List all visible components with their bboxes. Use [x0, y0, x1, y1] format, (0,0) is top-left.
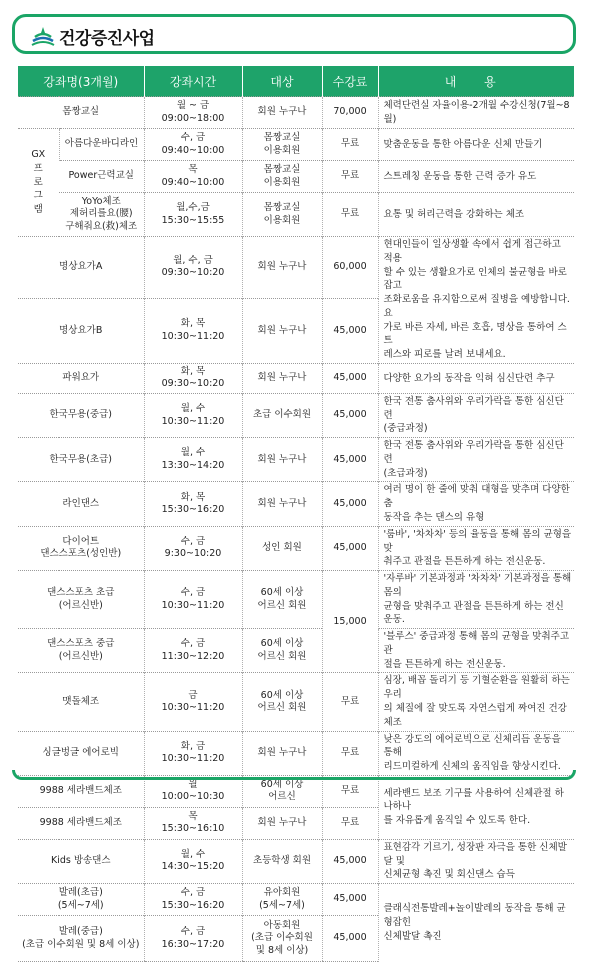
course-time: 수, 금 15:30~16:20	[144, 884, 242, 916]
course-name: 싱글벙글 에어로빅	[18, 731, 144, 775]
course-desc: 체력단련실 자율이용-2개월 수강신청(7월~8월)	[378, 97, 574, 129]
course-target: 회원 누구나	[242, 731, 322, 775]
course-target: 60세 이상 어르신 회원	[242, 629, 322, 673]
course-fee: 60,000	[322, 237, 378, 299]
course-time: 수, 금 11:30~12:20	[144, 629, 242, 673]
course-desc: '자루바' 기본과정과 '차차차' 기본과정을 통해 몸의 균형을 맞춰주고 관절을 튼튼하게 하는 전신운동.	[378, 571, 574, 629]
course-name: 9988 세라밴드체조	[18, 775, 144, 807]
table-row	[18, 438, 574, 482]
course-target: 회원 누구나	[242, 363, 322, 393]
table-row	[18, 363, 574, 393]
course-target: 초급 이수회원	[242, 393, 322, 437]
course-fee: 45,000	[322, 916, 378, 962]
course-name: 명상요가A	[18, 237, 144, 299]
course-target: 60세 이상 어르신 회원	[242, 673, 322, 731]
course-fee: 무료	[322, 161, 378, 193]
course-target: 회원 누구나	[242, 97, 322, 129]
course-target: 몸짱교실 이용회원	[242, 129, 322, 161]
course-desc: 낮은 강도의 에어로빅으로 신체리듬 운동을 통해 리드미컬하게 신체의 움직임을 향상시킨다.	[378, 731, 574, 775]
table-row	[18, 673, 574, 731]
course-name: Kids 방송댄스	[18, 839, 144, 883]
course-name: 한국무용(초급)	[18, 438, 144, 482]
course-fee: 45,000	[322, 393, 378, 437]
course-time: 월, 수 10:30~11:20	[144, 393, 242, 437]
header-time: 강좌시간	[144, 66, 242, 97]
course-desc: 요통 및 허리근력을 강화하는 체조	[378, 193, 574, 237]
course-desc: 맞춤운동을 통한 아름다운 신체 만들기	[378, 129, 574, 161]
course-fee: 45,000	[322, 884, 378, 916]
course-fee: 무료	[322, 731, 378, 775]
table-row	[18, 393, 574, 437]
course-time: 월, 수 14:30~15:20	[144, 839, 242, 883]
course-name: 맷돌체조	[18, 673, 144, 731]
course-time: 월 ~ 금 09:00~18:00	[144, 97, 242, 129]
course-target: 회원 누구나	[242, 298, 322, 363]
table-row	[18, 775, 574, 807]
course-name: 댄스스포츠 초급 (어르신반)	[18, 571, 144, 629]
course-target: 몸짱교실 이용회원	[242, 193, 322, 237]
course-fee: 무료	[322, 775, 378, 807]
course-desc: 한국 전통 춤사위와 우리가락을 통한 심신단련 (초급과정)	[378, 438, 574, 482]
bottom-frame	[12, 770, 576, 780]
course-desc: '룸바', '차차차' 등의 율동을 통해 몸의 균형을 맞 춰주고 관절을 튼튼하게 하는 전신운동.	[378, 526, 574, 570]
course-time: 월,수,금 15:30~15:55	[144, 193, 242, 237]
course-fee: 45,000	[322, 526, 378, 570]
course-desc: '블루스' 중급과정 통해 몸의 균형을 맞춰주고 관 절을 튼튼하게 하는 전신운동.	[378, 629, 574, 673]
course-fee: 무료	[322, 193, 378, 237]
course-desc: 심장, 배꼽 돌리기 등 기혈순환을 원활히 하는 우리 의 체질에 잘 맞도록 자연스럽게 짜여진 건강체조	[378, 673, 574, 731]
table-row	[18, 571, 574, 629]
course-target: 유아회원 (5세~7세)	[242, 884, 322, 916]
course-name: 한국무용(중급)	[18, 393, 144, 437]
table-row	[18, 526, 574, 570]
course-time: 화, 목 09:30~10:20	[144, 363, 242, 393]
course-target: 60세 이상 어르신 회원	[242, 571, 322, 629]
course-fee: 무료	[322, 129, 378, 161]
course-target: 아동회원 (초급 이수회원 및 8세 이상)	[242, 916, 322, 962]
course-desc: 현대인들이 일상생활 속에서 쉽게 접근하고 적용 할 수 있는 생활요가로 인체의 불균형을 바로잡고 조화로움을 유지함으로써 질병을 예방합니다. 요 가로 바른 자세, 바른 호흡, 명상을 통하여 스트 레스와 피로를 날려 보내세요.	[378, 237, 574, 364]
course-name: 발레(초급) (5세~7세)	[18, 884, 144, 916]
course-time: 목 15:30~16:10	[144, 807, 242, 839]
course-time: 월 10:00~10:30	[144, 775, 242, 807]
course-name: 9988 세라밴드체조	[18, 807, 144, 839]
course-time: 월, 수, 금 09:30~10:20	[144, 237, 242, 299]
course-desc: 클래식전통발레+놀이발레의 동작을 통해 균형잡힌 신체발달 촉진	[378, 884, 574, 962]
table-row	[18, 237, 574, 299]
course-name: 몸짱교실	[18, 97, 144, 129]
course-name: Power근력교실	[59, 161, 144, 193]
title-box	[12, 14, 576, 54]
table-header	[18, 66, 574, 97]
course-fee: 45,000	[322, 438, 378, 482]
course-fee: 무료	[322, 807, 378, 839]
course-fee: 무료	[322, 673, 378, 731]
program-table	[18, 66, 574, 962]
course-time: 수, 금 10:30~11:20	[144, 571, 242, 629]
header-target: 대상	[242, 66, 322, 97]
course-target: 초등학생 회원	[242, 839, 322, 883]
table-row	[18, 97, 574, 129]
course-fee: 15,000	[322, 571, 378, 673]
table-row	[18, 193, 574, 237]
table-row	[18, 629, 574, 673]
course-time: 수, 금 09:40~10:00	[144, 129, 242, 161]
course-fee: 70,000	[322, 97, 378, 129]
course-time: 수, 금 16:30~17:20	[144, 916, 242, 962]
course-time: 화, 금 10:30~11:20	[144, 731, 242, 775]
course-target: 몸짱교실 이용회원	[242, 161, 322, 193]
gx-program-label: GX 프 로 그 램	[18, 129, 59, 237]
course-name: 파워요가	[18, 363, 144, 393]
course-target: 회원 누구나	[242, 237, 322, 299]
course-time: 목 09:40~10:00	[144, 161, 242, 193]
course-target: 회원 누구나	[242, 807, 322, 839]
course-name: 라인댄스	[18, 482, 144, 526]
course-name: YoYo체조 제허리를요(腰) 구해줘요(救)체조	[59, 193, 144, 237]
table-row	[18, 731, 574, 775]
course-name: 댄스스포츠 중급 (어르신반)	[18, 629, 144, 673]
heritage-logo-icon	[31, 25, 55, 47]
course-name: 명상요가B	[18, 298, 144, 363]
course-fee: 45,000	[322, 839, 378, 883]
table-row	[18, 884, 574, 916]
course-desc: 다양한 요가의 동작을 익혀 심신단련 추구	[378, 363, 574, 393]
course-fee: 45,000	[322, 363, 378, 393]
course-target: 회원 누구나	[242, 482, 322, 526]
header-content: 내 용	[378, 66, 574, 97]
course-desc: 표현감각 기르기, 성장판 자극을 통한 신체발달 및 신체균형 촉진 및 회신댄스 습득	[378, 839, 574, 883]
course-desc: 여러 명이 한 줄에 맞춰 대형을 맞추며 다양한 춤 동작을 추는 댄스의 유형	[378, 482, 574, 526]
course-target: 60세 이상 어르신	[242, 775, 322, 807]
course-target: 회원 누구나	[242, 438, 322, 482]
table-row	[18, 482, 574, 526]
course-fee: 45,000	[322, 298, 378, 363]
page-title: 건강증진사업	[59, 29, 155, 49]
course-name: 아름다운바디라인	[59, 129, 144, 161]
header-course: 강좌명(3개월)	[18, 66, 144, 97]
course-time: 화, 목 10:30~11:20	[144, 298, 242, 363]
course-target: 성인 회원	[242, 526, 322, 570]
course-name: 발레(중급) (초급 이수회원 및 8세 이상)	[18, 916, 144, 962]
course-name: 다이어트 댄스스포츠(성인반)	[18, 526, 144, 570]
course-desc: 스트레칭 운동을 통한 근력 증가 유도	[378, 161, 574, 193]
course-fee: 45,000	[322, 482, 378, 526]
course-desc: 세라밴드 보조 기구를 사용하여 신체관절 하나하나 를 자유롭게 움직일 수 있도록 한다.	[378, 775, 574, 839]
header-fee: 수강료	[322, 66, 378, 97]
course-time: 화, 목 15:30~16:20	[144, 482, 242, 526]
table-row	[18, 129, 574, 161]
course-time: 월, 수 13:30~14:20	[144, 438, 242, 482]
course-time: 수, 금 9:30~10:20	[144, 526, 242, 570]
course-time: 금 10:30~11:20	[144, 673, 242, 731]
table-row	[18, 839, 574, 883]
table-row	[18, 161, 574, 193]
course-desc: 한국 전통 춤사위와 우리가락을 통한 심신단련 (중급과정)	[378, 393, 574, 437]
